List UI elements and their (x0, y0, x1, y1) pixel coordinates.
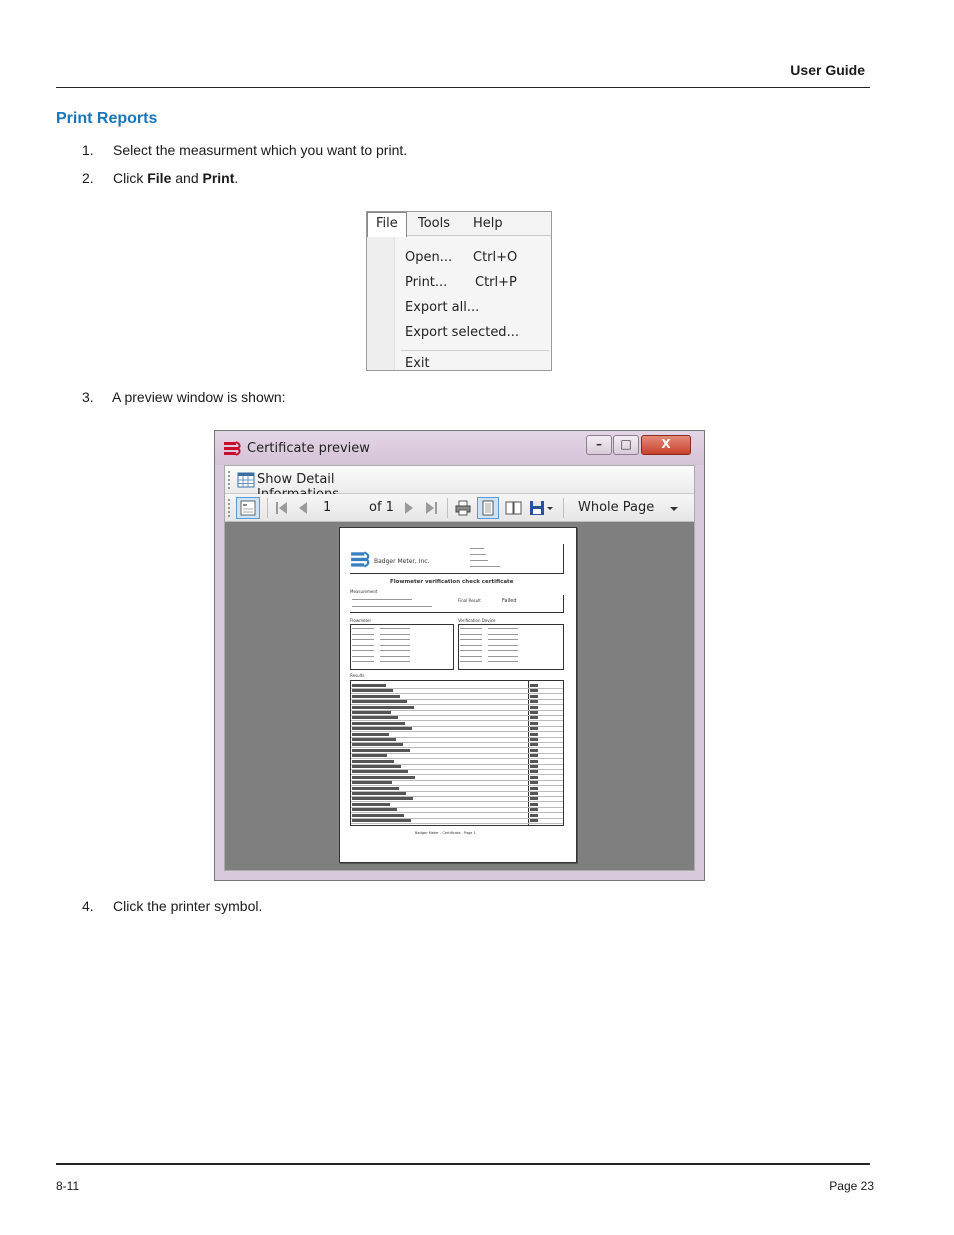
zoom-select[interactable]: Whole Page (578, 500, 655, 515)
result-status (530, 781, 538, 784)
result-status (530, 803, 538, 806)
certificate-text-line (352, 656, 374, 657)
result-row (352, 787, 399, 790)
result-row (352, 819, 411, 822)
toolbar-separator (563, 498, 564, 518)
certificate-text-line (488, 656, 518, 657)
menu-item-label: Export selected... (405, 325, 519, 340)
certificate-text-line (380, 650, 410, 651)
result-row (352, 776, 415, 779)
header-title: User Guide (790, 62, 865, 78)
result-status (530, 754, 538, 757)
certificate-text-line (352, 628, 374, 629)
badger-logo-icon (223, 440, 243, 458)
result-status (530, 727, 538, 730)
step-number: 3. (82, 389, 94, 405)
measurement-line (352, 606, 432, 607)
menu-item-label: Exit (405, 356, 430, 371)
two-page-icon[interactable] (505, 499, 523, 517)
window-client (224, 465, 695, 871)
result-row (352, 684, 386, 687)
company-name: Badger Meter, Inc. (374, 558, 430, 565)
result-row (352, 706, 414, 709)
step-text: Click the printer symbol. (113, 898, 263, 914)
page-view-icon (239, 499, 257, 517)
menu-item-export-all[interactable] (405, 298, 545, 320)
result-row (352, 760, 394, 763)
close-button[interactable] (641, 435, 691, 455)
result-status (530, 770, 538, 773)
next-page-icon[interactable] (399, 499, 417, 517)
toolbar-separator (447, 498, 448, 518)
header-text-line (470, 560, 488, 561)
detail-toolbar (225, 466, 694, 494)
result-row (352, 695, 400, 698)
certificate-text-line (460, 656, 482, 657)
certificate-text-line (380, 628, 410, 629)
certificate-title: Flowmeter verification check certificate (390, 579, 514, 585)
menu-item-label: Export all... (405, 300, 480, 315)
result-status (530, 749, 538, 752)
first-page-icon[interactable] (273, 499, 291, 517)
certificate-text-line (380, 645, 410, 646)
result-status (530, 689, 538, 692)
final-result-label: Final Result (458, 598, 481, 603)
menu-file-label: File (376, 216, 398, 231)
result-status (530, 792, 538, 795)
preview-canvas (225, 522, 694, 870)
result-row (352, 700, 407, 703)
certificate-text-line (460, 661, 482, 662)
menu-separator (401, 350, 549, 351)
result-row (352, 733, 389, 736)
section-results: Results (350, 673, 365, 678)
result-status (530, 819, 538, 822)
result-status (530, 711, 538, 714)
result-row (352, 722, 405, 725)
result-row (352, 711, 391, 714)
minimize-icon: – (596, 437, 602, 451)
result-row (352, 765, 401, 768)
menu-item-exit[interactable] (405, 354, 545, 376)
result-status (530, 716, 538, 719)
certificate-text-line (352, 634, 374, 635)
certificate-text-line (488, 639, 518, 640)
section-number: 8-11 (56, 1179, 80, 1193)
certificate-text-line (380, 661, 410, 662)
certificate-footer: Badger Meter - Certificate - Page 1 (415, 831, 476, 835)
previous-page-icon[interactable] (295, 499, 313, 517)
result-status (530, 722, 538, 725)
result-row (352, 738, 396, 741)
step-number: 2. (82, 170, 94, 186)
view-toggle-button[interactable] (236, 497, 260, 519)
result-status (530, 743, 538, 746)
menu-item-label: Print... (405, 275, 448, 290)
certificate-text-line (352, 650, 374, 651)
menu-tools[interactable]: Tools (418, 216, 451, 231)
certificate-text-line (380, 634, 410, 635)
result-status (530, 700, 538, 703)
certificate-text-line (460, 650, 482, 651)
step-bold-print: Print (202, 170, 235, 186)
result-status (530, 814, 538, 817)
section-flowmeter: Flowmeter (350, 618, 372, 623)
window-titlebar (215, 431, 704, 465)
save-dropdown-icon[interactable] (546, 499, 554, 517)
step-text-mid: and (171, 170, 203, 186)
page-number: Page 23 (829, 1179, 874, 1193)
certificate-text-line (380, 639, 410, 640)
show-detail-label: Show Detail (257, 472, 335, 487)
measurement-line (352, 599, 412, 600)
certificate-text-line (460, 639, 482, 640)
result-gridline (351, 823, 563, 824)
result-row (352, 727, 412, 730)
final-result-value: Failed (502, 598, 517, 604)
certificate-text-line (488, 634, 518, 635)
result-row (352, 808, 397, 811)
menu-item-shortcut: Ctrl+O (473, 250, 518, 265)
save-icon[interactable] (528, 499, 546, 517)
menu-help[interactable]: Help (473, 216, 503, 231)
section-title: Print Reports (56, 110, 158, 127)
result-row (352, 770, 408, 773)
step-text (113, 170, 238, 186)
result-status (530, 797, 538, 800)
result-status (530, 738, 538, 741)
result-status (530, 695, 538, 698)
result-row (352, 803, 390, 806)
maximize-button[interactable] (613, 435, 639, 455)
certificate-text-line (460, 634, 482, 635)
flowmeter-box (350, 624, 454, 670)
certificate-text-line (380, 656, 410, 657)
single-page-button[interactable] (477, 497, 499, 519)
measurement-box (350, 595, 564, 613)
section-measurement: Measurement (350, 589, 378, 594)
last-page-icon[interactable] (422, 499, 440, 517)
result-status (530, 706, 538, 709)
table-icon (237, 471, 255, 489)
certificate-text-line (460, 628, 482, 629)
certificate-text-line (488, 628, 518, 629)
result-status (530, 760, 538, 763)
certificate-text-line (488, 650, 518, 651)
result-row (352, 689, 393, 692)
result-row (352, 797, 413, 800)
result-row (352, 781, 392, 784)
verification-box (458, 624, 564, 670)
step-number: 1. (82, 142, 94, 158)
toolbar-grip (228, 499, 231, 517)
menu-item-shortcut: Ctrl+P (475, 275, 517, 290)
step-number: 4. (82, 898, 94, 914)
toolbar-separator (267, 498, 268, 518)
menu-item-export-selected[interactable] (405, 323, 545, 345)
page-number-input[interactable]: 1 (323, 500, 332, 515)
toolbar-grip (228, 471, 231, 489)
certificate-text-line (352, 645, 374, 646)
page-count: of 1 (369, 500, 394, 515)
result-row (352, 814, 404, 817)
step-text-pre: Click (113, 170, 148, 186)
result-row (352, 716, 398, 719)
navigation-toolbar (225, 494, 694, 522)
footer-divider (56, 1163, 870, 1165)
header-text-line (470, 554, 486, 555)
file-menu-dropdown (367, 236, 551, 370)
certificate-text-line (352, 639, 374, 640)
minimize-button[interactable] (586, 435, 612, 455)
result-status (530, 787, 538, 790)
result-row (352, 792, 406, 795)
result-status (530, 684, 538, 687)
maximize-icon: □ (620, 437, 632, 451)
show-detail-button[interactable] (237, 469, 407, 491)
certificate-text-line (460, 645, 482, 646)
step-text-post: . (234, 170, 239, 186)
menu-item-label: Open... (405, 250, 453, 265)
step-text: A preview window is shown: (112, 389, 286, 405)
menu-item-print[interactable] (405, 273, 545, 295)
result-row (352, 743, 403, 746)
result-row (352, 754, 387, 757)
certificate-page (339, 527, 577, 863)
header-text-line (470, 566, 500, 567)
close-icon: X (661, 437, 671, 451)
result-status (530, 765, 538, 768)
header-text-line (470, 548, 484, 549)
certificate-text-line (352, 661, 374, 662)
result-status (530, 733, 538, 736)
step-bold-file: File (147, 170, 172, 186)
certificate-preview-window (214, 430, 705, 881)
chevron-down-icon[interactable] (669, 499, 679, 517)
window-title: Certificate preview (247, 441, 370, 456)
single-page-icon (479, 499, 497, 517)
section-verification-device: Verification Device (458, 618, 496, 623)
result-row (352, 749, 410, 752)
file-menu-screenshot (366, 211, 552, 371)
menu-item-open[interactable] (405, 248, 545, 270)
menu-file[interactable] (367, 212, 407, 237)
header-divider (56, 87, 870, 88)
printer-icon[interactable] (454, 499, 472, 517)
step-text: Select the measurment which you want to print. (113, 142, 408, 158)
result-status (530, 808, 538, 811)
menu-gutter (367, 236, 395, 370)
certificate-text-line (488, 645, 518, 646)
certificate-text-line (488, 661, 518, 662)
badger-logo-icon (350, 550, 372, 570)
result-status (530, 776, 538, 779)
